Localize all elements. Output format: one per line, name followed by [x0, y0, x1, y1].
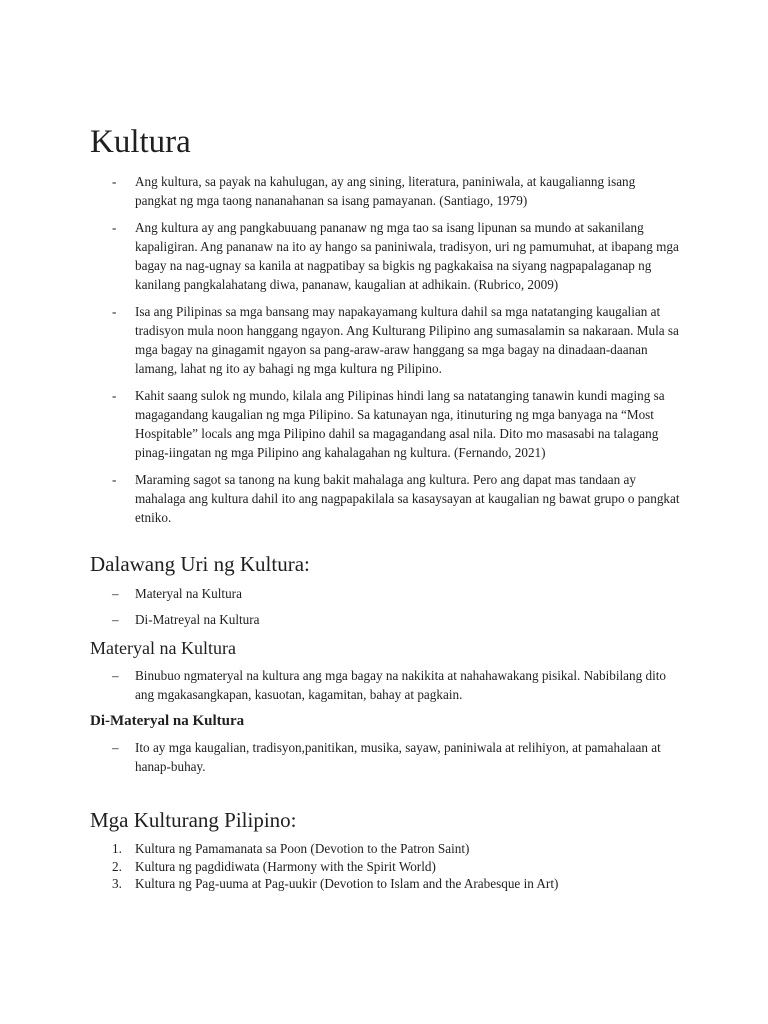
list-item-text: Kahit saang sulok ng mundo, kilala ang Pilipinas hindi lang sa natatanging tanawin kundi maging sa magagandang kaugalian ng mga Pilipino. Sa katunayan nga, itinuturing ng mga banyaga na “Most Hospitable” locals ang mga Pilipino dahil sa magagandang asal nila. Dito mo masasabi na talagang pinag-iingatan ng mga Pilipino ang kahalagahan ng kultura. (Fernando, 2021)	[135, 388, 665, 460]
list-item	[90, 875, 680, 893]
dash-bullet: -	[112, 174, 117, 189]
pilipino-list	[90, 840, 680, 893]
list-number: 1.	[112, 841, 122, 856]
dash-bullet: -	[112, 220, 117, 235]
list-item-text: Isa ang Pilipinas sa mga bansang may napakayamang kultura dahil sa mga natatanging kaugalian at tradisyon mula noon hanggang ngayon. Ang Kulturang Pilipino ang sumasalamin sa nakaraan. Mula sa mga bagay na ginagamit ngayon sa pang-araw-araw hanggang sa mga bagay na dinadaan-daanan lamang, lahat ng ito ay bahagi ng mga kultura ng Pilipino.	[135, 304, 679, 376]
list-number: 3.	[112, 876, 122, 891]
list-item	[90, 666, 680, 704]
list-item-text: Kultura ng Pag-uuma at Pag-uukir (Devotion to Islam and the Arabesque in Art)	[135, 876, 559, 891]
list-item	[90, 172, 680, 210]
list-item	[90, 218, 680, 294]
dash-bullet: -	[112, 472, 117, 487]
list-item-text: Kultura ng Pamamanata sa Poon (Devotion to the Patron Saint)	[135, 841, 470, 856]
list-item-text: Ang kultura, sa payak na kahulugan, ay ang sining, literatura, paniniwala, at kaugalianng isang pangkat ng mga taong nananahanan sa isang pamayanan. (Santiago, 1979)	[135, 174, 636, 208]
section-heading-uri: Dalawang Uri ng Kultura:	[90, 552, 310, 576]
list-item	[90, 470, 680, 527]
list-item-text: Materyal na Kultura	[135, 586, 242, 601]
list-item-text: Binubuo ngmateryal na kultura ang mga bagay na nakikita at nahahawakang pisikal. Nabibilang dito ang mgakasangkapan, kasuotan, kagamitan, bahay at pagkain.	[135, 668, 667, 702]
endash-bullet: –	[112, 740, 119, 755]
endash-bullet: –	[112, 612, 119, 627]
materyal-list	[90, 666, 680, 704]
list-item-text: Kultura ng pagdidiwata (Harmony with the Spirit World)	[135, 858, 436, 874]
endash-bullet: –	[112, 586, 119, 601]
endash-bullet: –	[112, 668, 119, 683]
dash-bullet: -	[112, 304, 117, 319]
list-item-text: Ang kultura ay ang pangkabuuang pananaw ng mga tao sa isang lipunan sa mundo at sakanilang kapaligiran. Ang pananaw na ito ay hango sa paniniwala, tradisyon, uri ng pamumuhat, at ibapang mga bagay na nag-ugnay sa kanila at nagpatibay sa bigkis ng pagkakaisa na siyang nagpapalaganap ng kanilang pangkalahatang diwa, pananaw, kaugalian at adhikain. (Rubrico, 2009)	[135, 220, 679, 292]
subheading-materyal: Materyal na Kultura	[90, 638, 236, 658]
list-item	[90, 738, 680, 776]
list-item	[90, 584, 680, 603]
list-number: 2.	[112, 858, 122, 874]
section-heading-pilipino: Mga Kulturang Pilipino:	[90, 808, 297, 832]
list-item	[90, 610, 680, 629]
page-title: Kultura	[90, 124, 191, 160]
subheading-di-materyal: Di-Materyal na Kultura	[90, 713, 245, 729]
list-item	[90, 858, 680, 876]
intro-list	[90, 172, 680, 527]
dash-bullet: -	[112, 388, 117, 403]
document-content	[90, 122, 680, 893]
list-item-text: Maraming sagot sa tanong na kung bakit mahalaga ang kultura. Pero ang dapat mas tandaan ay mahalaga ang kultura dahil ito ang nagpapakilala sa kasaysayan at kaugalian ng bawat grupo o pangkat etniko.	[135, 472, 680, 525]
di-materyal-list	[90, 738, 680, 776]
uri-list	[90, 584, 680, 629]
list-item-text: Di-Matreyal na Kultura	[135, 612, 260, 627]
list-item	[90, 386, 680, 462]
list-item-text: Ito ay mga kaugalian, tradisyon,panitikan, musika, sayaw, paniniwala at relihiyon, at pamahalaan at hanap-buhay.	[135, 740, 661, 774]
list-item	[90, 840, 680, 858]
list-item	[90, 302, 680, 378]
